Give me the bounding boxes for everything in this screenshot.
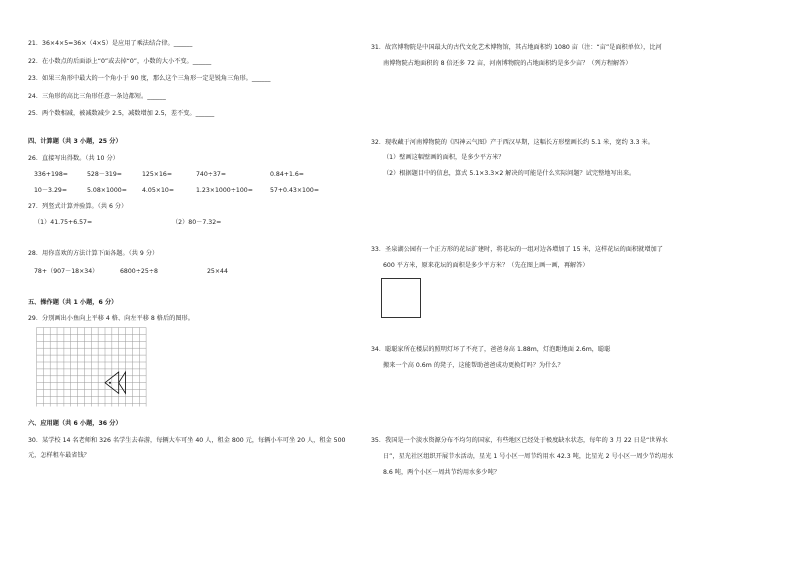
question-31-line-2: 南博物院占地面积的 8 倍还多 72 亩，河南博物院的占地面积约是多少亩？（列方程解答） [383, 60, 632, 67]
question-32-sub-1: （1）壁画这幅壁画的面积，是多少平方米？ [383, 154, 505, 161]
q27-item-1: （1）41.75+6.57= [34, 219, 93, 226]
question-34-line-1: 34．聪聪家所在楼层的照明灯坏了不亮了，爸爸身高 1.88m，灯泡距地面 2.6m，聪聪 [371, 346, 611, 353]
q27-item-2: （2）80－7.32= [172, 219, 222, 226]
question-33-line-2: 600 平方米，原来花坛的面积是多少平方米？（先在图上画一画，再解答） [383, 262, 589, 269]
question-28: 28．用你喜欢的方法计算下面各题。（共 9 分） [28, 250, 159, 257]
calc-2: 528－319= [87, 171, 122, 178]
question-35-line-3: 8.6 吨，两个小区一周共节约用水多少吨？ [383, 469, 500, 476]
calc-5: 0.84+1.6= [270, 171, 304, 178]
section-5-heading: 五、操作题（共 1 小题，6 分） [28, 299, 118, 306]
calc-1: 336+198= [34, 171, 68, 178]
calc-8: 4.05×10= [142, 187, 175, 194]
question-31-line-1: 31．故宫博物院是中国最大的古代文化艺术博物馆，其占地面积约 1080 亩（注：“亩”是面积单位），比河 [371, 44, 662, 51]
flowerbed-square-figure [381, 278, 421, 318]
section-4-heading: 四、计算题（共 3 小题，25 分） [28, 138, 122, 145]
question-22: 22．在小数点的后面添上“0”或去掉“0”，小数的大小不变。______ [28, 58, 212, 65]
question-34-line-2: 搬来一个高 0.6m 的凳子，这能帮助爸爸成功更换灯吗？为什么？ [383, 362, 564, 369]
calc-4: 740÷37= [196, 171, 227, 178]
question-32-sub-2: （2）根据题目中的信息，算式 5.1×3.3×2 解决的可能是什么实际问题？试完整地写出来。 [383, 170, 636, 177]
calc-7: 5.08×1000= [87, 187, 127, 194]
question-30-line-2: 元，怎样租车最省钱？ [28, 452, 90, 459]
calc-9: 1.23×1000÷100= [196, 187, 253, 194]
question-32-line-1: 32．现收藏于河南博物院的《四神云气图》产于西汉早期，这幅长方形壁画长约 5.1 米，宽约 3.3 米。 [371, 139, 654, 146]
question-35-line-2: 日”，星光社区组织开展节水活动，星光 1 号小区一周节约用水 42.3 吨，比星光 2 号小区一周少节约用水 [383, 453, 674, 460]
question-30-line-1: 30．某学校 14 名老师和 326 名学生去春游，每辆大车可坐 40 人，租金 800 元，每辆小车可坐 20 人，租金 500 [28, 437, 346, 444]
calc-10: 57+0.43×100= [270, 187, 320, 194]
question-26: 26．直接写出得数。（共 10 分） [28, 155, 119, 162]
question-33-line-1: 33．圣泉湖公园有一个正方形的花坛扩建时，将花坛的一组对边各增加了 15 米，这样花坛的面积就增加了 [371, 246, 663, 253]
q28-item-3: 25×44 [207, 268, 228, 275]
question-27: 27．列竖式计算并验算。（共 6 分） [28, 203, 128, 210]
question-35-line-1: 35．我国是一个淡水资源分布不均匀的国家，有些地区已经处于极度缺水状态，每年的 3 月 22 日是“世界水 [371, 437, 668, 444]
q28-item-2: 6800÷25÷8 [120, 268, 158, 275]
calc-3: 125×16= [142, 171, 173, 178]
question-29: 29．分别画出小鱼向上平移 4 格、向左平移 8 格后的图形。 [28, 315, 194, 322]
question-23: 23．如果三角形中最大的一个角小于 90 度，那么这个三角形一定是锐角三角形。______ [28, 75, 271, 82]
question-21: 21．36×4×5=36×（4×5）是应用了乘法结合律。______ [28, 40, 193, 47]
question-24: 24．三角形的高比三角形任意一条边都短。______ [28, 93, 166, 100]
q28-item-1: 78+（907－18×34） [34, 268, 99, 275]
fish-grid-figure [36, 327, 147, 407]
question-25: 25．两个数相减，被减数减少 2.5，减数增加 2.5，差不变。______ [28, 110, 215, 117]
calc-6: 10－3.29= [34, 187, 68, 194]
section-6-heading: 六、应用题（共 6 小题，36 分） [28, 420, 122, 427]
fish-eye-icon [109, 382, 111, 384]
